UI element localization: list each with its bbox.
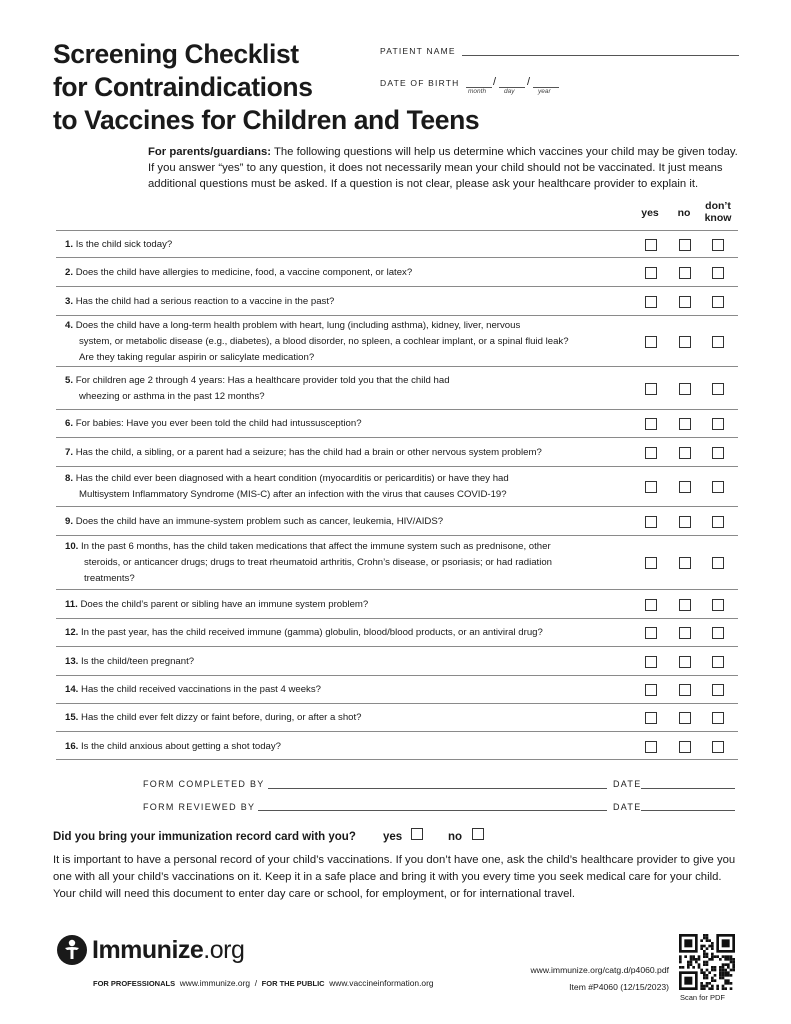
checkbox-no[interactable] — [679, 383, 691, 395]
checkbox-no[interactable] — [679, 684, 691, 696]
col-dont-know — [699, 200, 737, 224]
question-number: 7. — [65, 447, 74, 458]
footer-item-info — [530, 962, 669, 996]
checkbox-no[interactable] — [679, 557, 691, 569]
question-continuation — [65, 334, 635, 350]
checkbox-dont-know[interactable] — [712, 741, 724, 753]
checkbox-yes[interactable] — [645, 267, 657, 279]
question-number: 9. — [65, 516, 74, 527]
question-line: Is the child/teen pregnant? — [81, 656, 195, 667]
checkbox-dont-know[interactable] — [712, 267, 724, 279]
checkbox-no[interactable] — [679, 516, 691, 528]
question-number: 1. — [65, 239, 74, 250]
logo-text — [92, 936, 244, 965]
dob-slash: / — [493, 76, 497, 88]
checkbox-yes[interactable] — [645, 383, 657, 395]
question-text — [65, 682, 635, 698]
question-number: 14. — [65, 684, 79, 695]
checkbox-dont-know[interactable] — [712, 599, 724, 611]
question-number: 4. — [65, 320, 74, 331]
question-line: Does the child’s parent or sibling have an immune system problem? — [80, 599, 369, 610]
question-row — [56, 731, 738, 760]
question-row — [56, 703, 738, 731]
question-row — [56, 506, 738, 535]
intro-bold: For parents/guardians: — [148, 146, 272, 158]
immunize-person-icon — [56, 934, 88, 966]
question-number: 15. — [65, 712, 79, 723]
question-row — [56, 646, 738, 675]
question-row — [56, 366, 738, 409]
col-no: no — [677, 207, 691, 219]
question-number: 10. — [65, 541, 79, 552]
question-line: Does the child have an immune-system problem such as cancer, leukemia, HIV/AIDS? — [75, 516, 444, 527]
question-row — [56, 466, 738, 506]
reviewed-by-label: FORM REVIEWED BY — [143, 802, 256, 812]
checkbox-no[interactable] — [679, 627, 691, 639]
completed-by-field[interactable] — [268, 788, 607, 789]
question-continuation — [65, 555, 635, 571]
question-row — [56, 315, 738, 366]
question-line: system, or metabolic disease (e.g., diabetes), a blood disorder, no spleen, a cochlear implant, or a spinal fluid leak? — [79, 336, 569, 347]
checkbox-yes[interactable] — [645, 481, 657, 493]
question-text — [65, 318, 635, 366]
dob-day-caption: day — [504, 88, 515, 95]
question-text — [65, 539, 635, 587]
checkbox-dont-know[interactable] — [712, 481, 724, 493]
question-number: 16. — [65, 741, 79, 752]
checkbox-dont-know[interactable] — [712, 296, 724, 308]
question-text — [65, 654, 635, 670]
record-yes-label: yes — [383, 831, 403, 843]
question-row — [56, 675, 738, 703]
record-card-paragraph: It is important to have a personal record of your child’s vaccinations. If you don’t have one, ask the child’s healthcare provider to give you one with all your child’s vaccinations on it. Keep it in a safe place and bring it with you every time you seek medical care for your child. Your child will need this document to enter day care or school, for employment, or for international travel. — [53, 854, 736, 900]
pdf-link[interactable]: www.immunize.org/catg.d/p4060.pdf — [530, 965, 669, 975]
question-line: For babies: Have you ever been told the child had intussusception? — [75, 418, 362, 429]
completed-by-label: FORM COMPLETED BY — [143, 779, 265, 789]
title-line-2: for Contraindications — [53, 72, 313, 102]
checkbox-dont-know[interactable] — [712, 239, 724, 251]
question-line: Does the child have allergies to medicine, food, a vaccine component, or latex? — [75, 267, 413, 278]
dob-month-caption: month — [468, 88, 487, 95]
title-line-1: Screening Checklist — [53, 39, 299, 69]
checkbox-yes[interactable] — [645, 712, 657, 724]
patient-name-label: PATIENT NAME — [380, 46, 456, 56]
question-continuation — [65, 389, 635, 405]
reviewed-by-field[interactable] — [258, 810, 607, 811]
col-dont-know-line1: don’t — [705, 200, 731, 212]
checkbox-yes[interactable] — [645, 296, 657, 308]
checkbox-yes[interactable] — [645, 516, 657, 528]
question-text — [65, 471, 635, 503]
checkbox-no[interactable] — [679, 481, 691, 493]
checkbox-dont-know[interactable] — [712, 627, 724, 639]
dob-slash: / — [527, 76, 531, 88]
question-text — [65, 445, 635, 461]
question-line: Has the child ever been diagnosed with a heart condition (myocarditis or pericarditis) or have they had — [75, 473, 509, 484]
checkbox-dont-know[interactable] — [712, 516, 724, 528]
question-line: Is the child sick today? — [75, 239, 173, 250]
question-row — [56, 437, 738, 466]
checkbox-yes[interactable] — [645, 418, 657, 430]
reviewed-date-label: DATE — [613, 802, 642, 812]
question-line: steroids, or anticancer drugs; drugs to treat rheumatoid arthritis, Crohn’s disease, or psoriasis; or had radiation — [84, 557, 553, 568]
reviewed-date-field[interactable] — [641, 810, 735, 811]
item-number: Item #P4060 (12/15/2023) — [569, 982, 669, 992]
question-text — [65, 739, 635, 755]
question-continuation — [65, 487, 635, 503]
checkbox-dont-know[interactable] — [712, 418, 724, 430]
logo-text-suffix: .org — [203, 935, 245, 964]
question-row — [56, 286, 738, 315]
question-text — [65, 597, 635, 613]
col-dont-know-line2: know — [704, 212, 732, 224]
question-continuation — [65, 571, 635, 587]
question-number: 2. — [65, 267, 74, 278]
checkbox-yes[interactable] — [645, 684, 657, 696]
immunize-logo — [56, 933, 244, 967]
question-text — [65, 294, 635, 310]
checkbox-dont-know[interactable] — [712, 336, 724, 348]
question-line: For children age 2 through 4 years: Has a healthcare provider told you that the child had — [75, 375, 450, 386]
question-line: treatments? — [84, 573, 135, 584]
patient-name-field[interactable] — [462, 55, 739, 56]
checkbox-yes[interactable] — [645, 447, 657, 459]
checkbox-yes[interactable] — [645, 557, 657, 569]
for-public-label: FOR THE PUBLIC — [261, 979, 325, 988]
checkbox-no[interactable] — [679, 447, 691, 459]
checkbox-dont-know[interactable] — [712, 656, 724, 668]
for-professionals-label: FOR PROFESSIONALS — [93, 979, 176, 988]
question-line: Has the child ever felt dizzy or faint before, during, or after a shot? — [81, 712, 362, 723]
question-line: Are they taking regular aspirin or salicylate medication? — [79, 352, 315, 363]
completed-date-field[interactable] — [641, 788, 735, 789]
question-number: 8. — [65, 473, 74, 484]
footer-links — [93, 978, 434, 988]
question-text — [65, 265, 635, 281]
checkbox-no[interactable] — [679, 741, 691, 753]
question-number: 12. — [65, 627, 79, 638]
record-card-question: Did you bring your immunization record card with you? — [53, 831, 356, 843]
question-text — [65, 373, 635, 405]
question-text — [65, 514, 635, 530]
logo-text-main: Immunize — [92, 935, 204, 964]
question-line: Multisystem Inflammatory Syndrome (MIS-C) after an infection with the virus that causes COVID-19? — [79, 489, 507, 500]
public-link[interactable]: www.vaccineinformation.org — [329, 978, 434, 988]
question-line: Does the child have a long-term health problem with heart, lung (including asthma), kidney, liver, nervous — [75, 320, 521, 331]
footer-separator: / — [254, 978, 258, 988]
intro-text: The following questions will help us determine which vaccines your child may be given today. If you answer “yes” to any question, it does not necessarily mean your child should not be vaccinated. It just means additional questions must be asked. If a question is not clear, please ask your healthcare provider to explain it. — [148, 146, 738, 190]
qr-caption: Scan for PDF — [680, 993, 726, 1002]
question-number: 3. — [65, 296, 74, 307]
question-number: 6. — [65, 418, 74, 429]
question-number: 13. — [65, 656, 79, 667]
question-row — [56, 618, 738, 646]
question-line: In the past 6 months, has the child taken medications that affect the immune system such as prednisone, other — [81, 541, 551, 552]
checkbox-dont-know[interactable] — [712, 447, 724, 459]
title-line-3: to Vaccines for Children and Teens — [53, 105, 480, 135]
question-line: wheezing or asthma in the past 12 months? — [79, 391, 265, 402]
question-line: Has the child received vaccinations in the past 4 weeks? — [81, 684, 321, 695]
dob-year-caption: year — [538, 88, 551, 95]
checkbox-no[interactable] — [679, 712, 691, 724]
checkbox-dont-know[interactable] — [712, 712, 724, 724]
record-no-checkbox[interactable] — [472, 828, 484, 840]
question-line: Has the child had a serious reaction to a vaccine in the past? — [75, 296, 335, 307]
checkbox-no[interactable] — [679, 239, 691, 251]
question-text — [65, 237, 635, 253]
question-row — [56, 409, 738, 437]
qr-code-icon[interactable] — [679, 934, 735, 990]
checkbox-no[interactable] — [679, 267, 691, 279]
question-line: Is the child anxious about getting a shot today? — [81, 741, 282, 752]
checkbox-dont-know[interactable] — [712, 383, 724, 395]
checkbox-dont-know[interactable] — [712, 684, 724, 696]
col-yes: yes — [641, 207, 659, 219]
checkbox-yes[interactable] — [645, 627, 657, 639]
question-text — [65, 710, 635, 726]
question-number: 5. — [65, 375, 74, 386]
question-line: In the past year, has the child received immune (gamma) globulin, blood/blood products, or an antiviral drug? — [81, 627, 543, 638]
checkbox-no[interactable] — [679, 599, 691, 611]
checkbox-no[interactable] — [679, 656, 691, 668]
checkbox-no[interactable] — [679, 336, 691, 348]
question-text — [65, 625, 635, 641]
professionals-link[interactable]: www.immunize.org — [179, 978, 251, 988]
checkbox-yes[interactable] — [645, 599, 657, 611]
question-text — [65, 416, 635, 432]
completed-date-label: DATE — [613, 779, 642, 789]
checkbox-yes[interactable] — [645, 239, 657, 251]
checkbox-yes[interactable] — [645, 336, 657, 348]
record-no-label: no — [448, 831, 463, 843]
record-yes-checkbox[interactable] — [411, 828, 423, 840]
question-number: 11. — [65, 599, 78, 610]
question-row — [56, 589, 738, 618]
checkbox-no[interactable] — [679, 296, 691, 308]
dob-label: DATE OF BIRTH — [380, 78, 460, 88]
checkbox-no[interactable] — [679, 418, 691, 430]
question-row — [56, 257, 738, 286]
question-row — [56, 230, 738, 257]
question-continuation — [65, 350, 635, 366]
question-line: Has the child, a sibling, or a parent had a seizure; has the child had a brain or other nervous system problem? — [75, 447, 542, 458]
checkbox-yes[interactable] — [645, 741, 657, 753]
checkbox-yes[interactable] — [645, 656, 657, 668]
checkbox-dont-know[interactable] — [712, 557, 724, 569]
question-row — [56, 535, 738, 589]
intro-paragraph — [148, 144, 738, 192]
